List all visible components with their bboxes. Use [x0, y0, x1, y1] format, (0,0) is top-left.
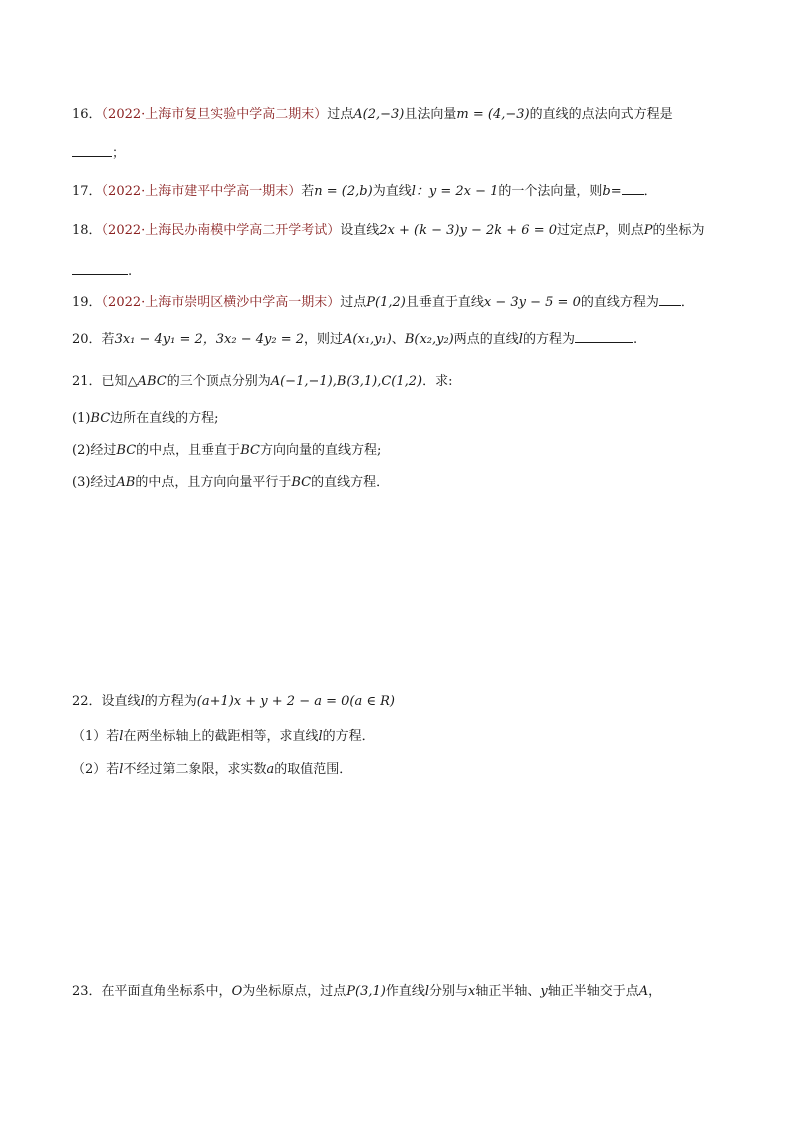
- answer-blank-line: ；: [72, 144, 125, 163]
- answer-blank[interactable]: [622, 182, 644, 195]
- question-22: 22．设直线l的方程为(a+1)x + y + 2 − a = 0(a ∈ R): [72, 694, 395, 709]
- math-expression: m = (4,−3): [456, 107, 530, 122]
- math-expression: A(x₁,y₁): [343, 332, 392, 347]
- question-number: 22．: [72, 694, 102, 709]
- question-21: 21．已知△ABC的三个顶点分别为A(−1,−1),B(3,1),C(1,2)．求:: [72, 374, 453, 389]
- answer-blank[interactable]: [72, 144, 112, 157]
- math-expression: l：y = 2x − 1: [411, 184, 499, 199]
- math-expression: 2x + (k − 3)y − 2k + 6 = 0: [379, 223, 557, 238]
- question-19: 19．（2022·上海市崇明区横沙中学高一期末）过点P(1,2)且垂直于直线x − 3y − 5 = 0的直线方程为 ．: [72, 295, 694, 310]
- math-expression: P(3,1): [346, 984, 386, 999]
- math-expression: A(2,−3): [353, 107, 405, 122]
- question-21-part-1: (1)BC边所在直线的方程;: [72, 411, 219, 426]
- question-number: 23．: [72, 984, 102, 999]
- question-source: （2022·上海市崇明区横沙中学高一期末）: [101, 295, 341, 310]
- answer-blank-line: .: [72, 262, 132, 281]
- answer-blank[interactable]: [659, 293, 681, 306]
- question-21-part-3: (3)经过AB的中点，且方向向量平行于BC的直线方程．: [72, 475, 390, 490]
- math-expression: P(1,2): [366, 295, 406, 310]
- math-expression: B(x₂,y₂): [404, 332, 454, 347]
- question-source: （2022·上海民办南模中学高二开学考试）: [101, 223, 341, 238]
- answer-blank[interactable]: [72, 262, 128, 275]
- question-number: 16．: [72, 107, 102, 122]
- question-17: 17．（2022·上海市建平中学高一期末）若n = (2,b)为直线l：y = 2x − 1的一个法向量，则b= ．: [72, 184, 657, 199]
- math-expression: A(−1,−1),B(3,1),C(1,2): [270, 374, 423, 389]
- question-number: 18．: [72, 223, 102, 238]
- question-23: 23．在平面直角坐标系中，O为坐标原点，过点P(3,1)作直线l分别与x轴正半轴、y轴正半轴交于点A，: [72, 984, 662, 999]
- question-20: 20．若3x₁ − 4y₁ = 2，3x₂ − 4y₂ = 2，则过A(x₁,y₁)、B(x₂,y₂)两点的直线l的方程为 .: [72, 332, 638, 347]
- question-21-part-2: (2)经过BC的中点，且垂直于BC方向向量的直线方程;: [72, 443, 382, 458]
- question-16: 16．（2022·上海市复旦实验中学高二期末）过点A(2,−3)且法向量m = (4,−3)的直线的点法向式方程是: [72, 107, 673, 122]
- question-number: 21．: [72, 374, 102, 389]
- question-number: 17．: [72, 184, 102, 199]
- math-expression: △ABC: [127, 374, 167, 389]
- question-22-part-1: （1）若l在两坐标轴上的截距相等，求直线l的方程．: [72, 729, 375, 744]
- math-expression: x − 3y − 5 = 0: [483, 295, 581, 310]
- question-number: 20．: [72, 332, 102, 347]
- question-source: （2022·上海市复旦实验中学高二期末）: [101, 107, 328, 122]
- question-source: （2022·上海市建平中学高一期末）: [101, 184, 302, 199]
- question-number: 19．: [72, 295, 102, 310]
- question-22-part-2: （2）若l不经过第二象限，求实数a的取值范围．: [72, 762, 353, 777]
- answer-blank[interactable]: [575, 330, 633, 343]
- math-expression: (a+1)x + y + 2 − a = 0(a ∈ R): [196, 694, 395, 709]
- math-expression: n = (2,b): [314, 184, 373, 199]
- question-18: 18．（2022·上海民办南模中学高二开学考试）设直线2x + (k − 3)y − 2k + 6 = 0过定点P，则点P的坐标为: [72, 223, 705, 238]
- math-expression: 3x₁ − 4y₁ = 2，3x₂ − 4y₂ = 2: [114, 332, 305, 347]
